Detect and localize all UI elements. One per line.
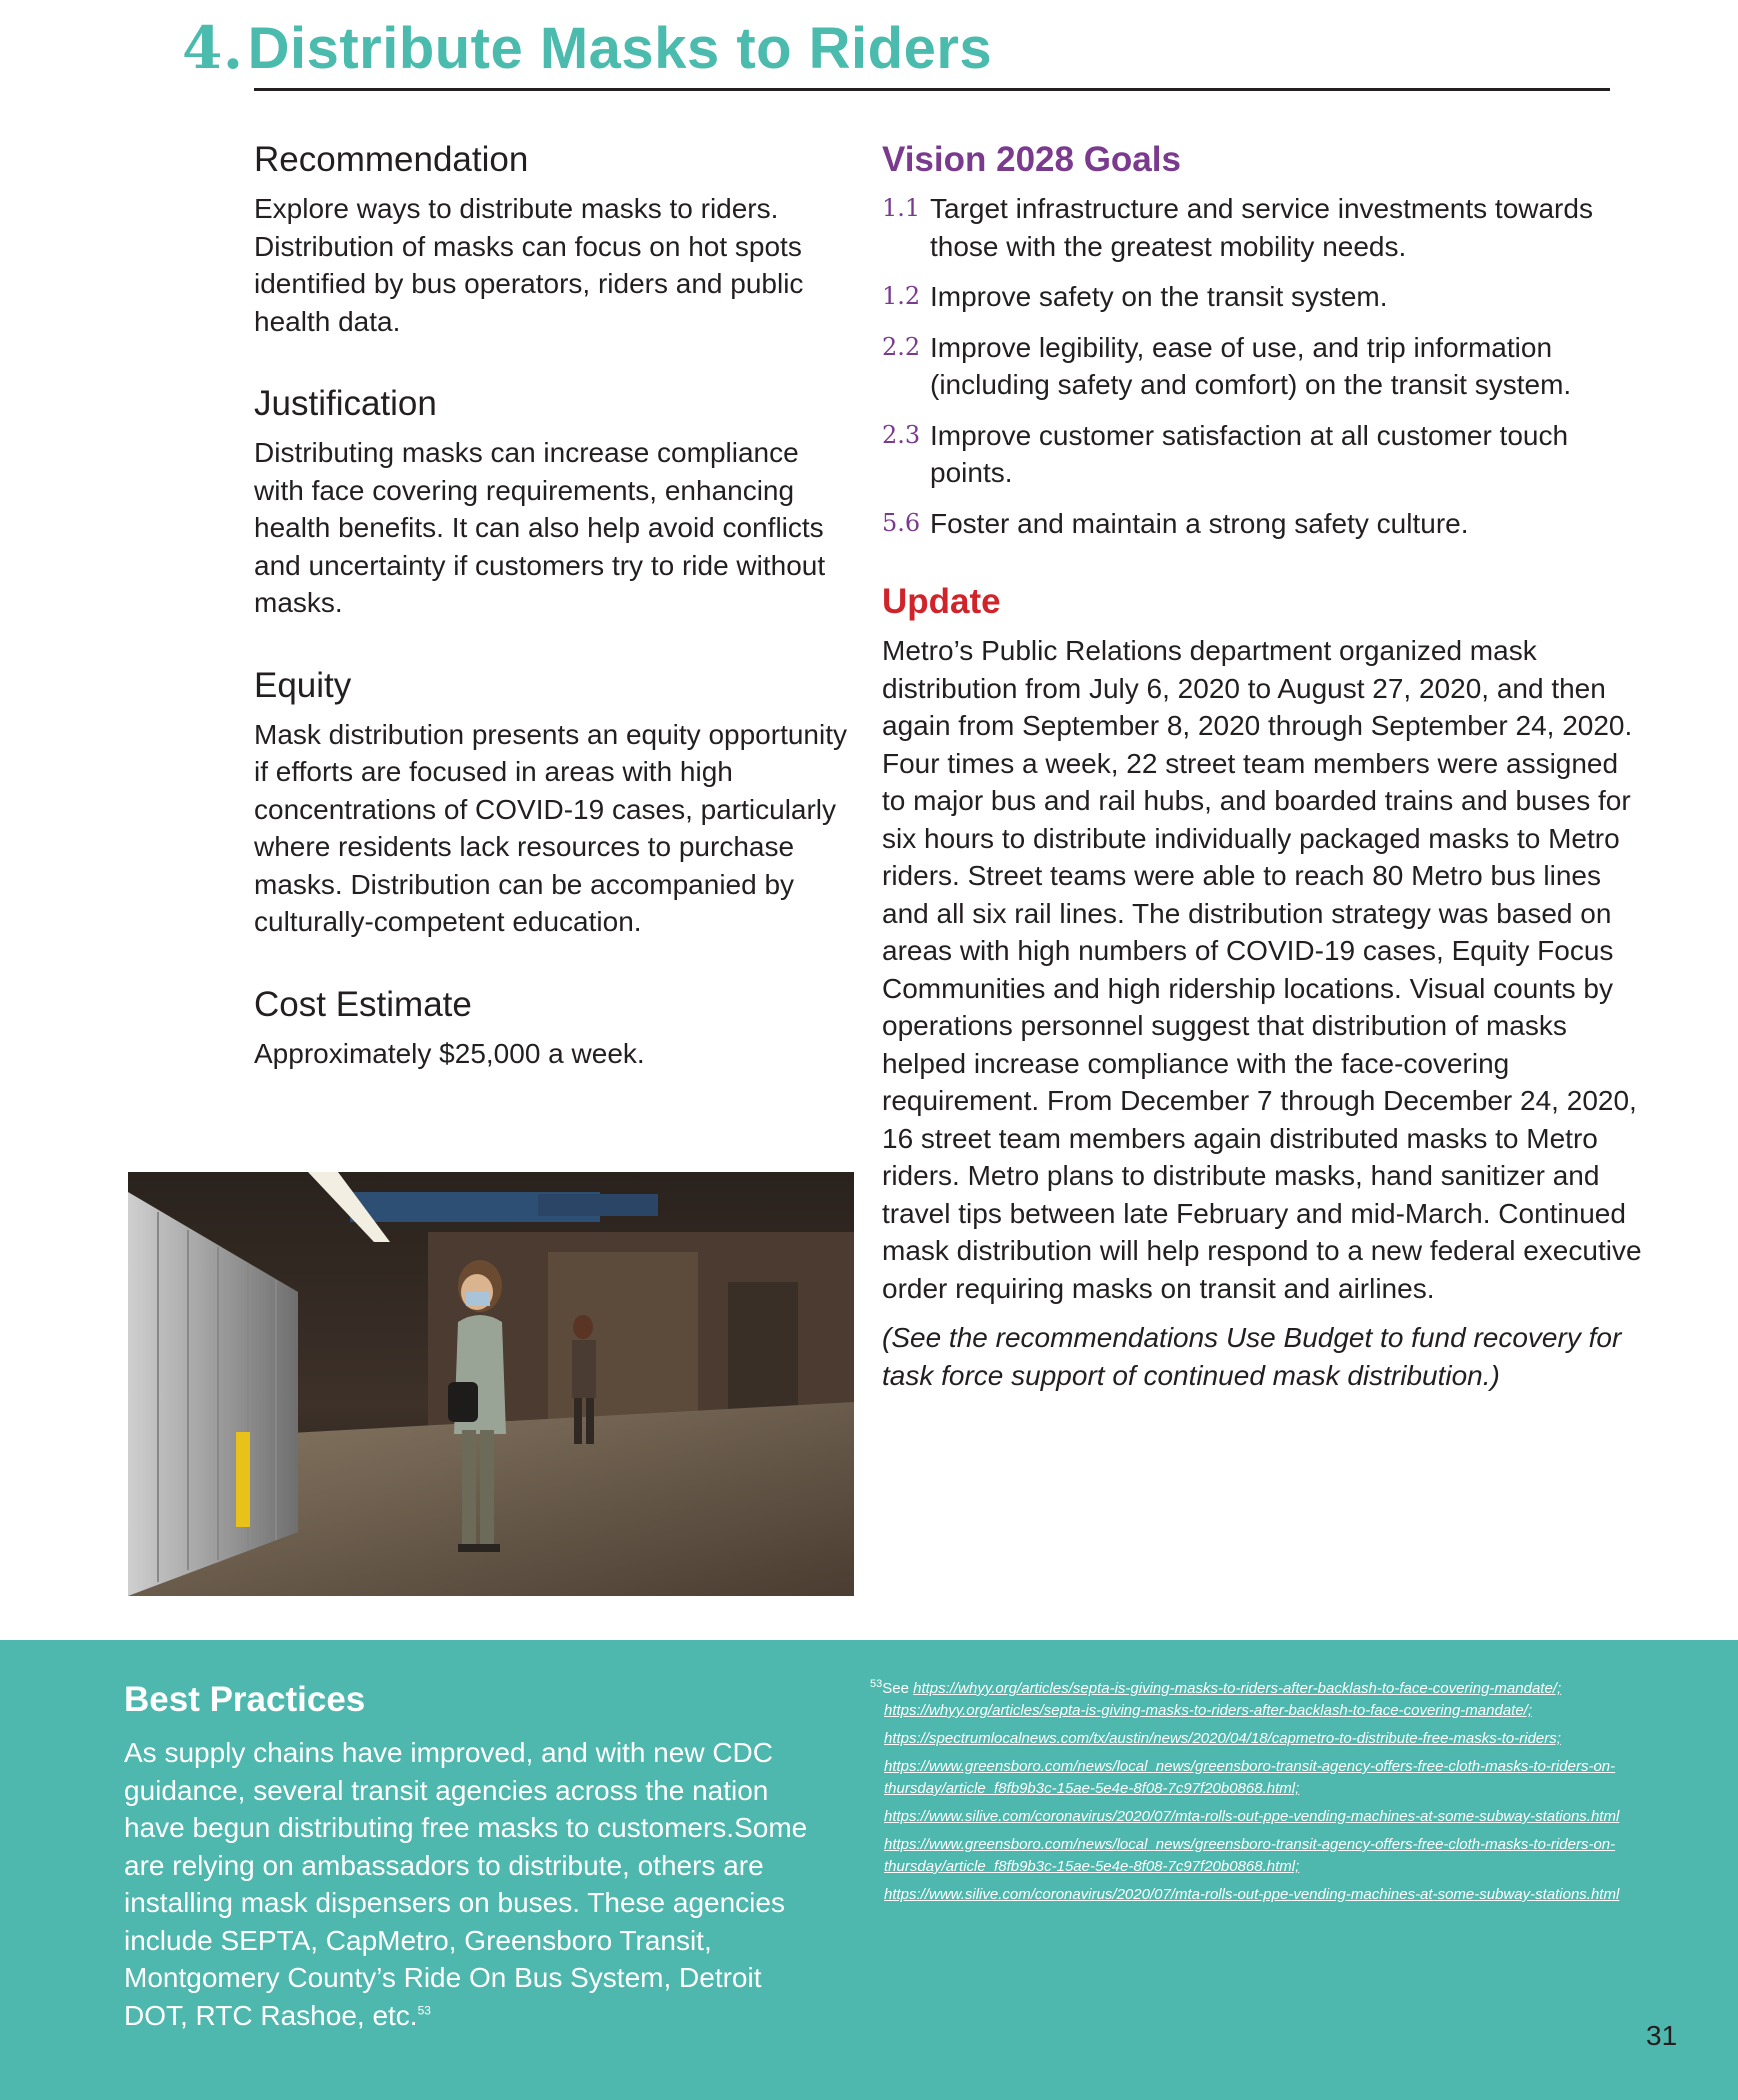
update-heading: Update xyxy=(882,582,1001,621)
justification-heading: Justification xyxy=(254,384,437,423)
footnote-first xyxy=(870,1678,1650,1700)
goal-text: Target infrastructure and service investments towards those with the greatest mobility needs. xyxy=(930,193,1593,262)
footnote-link[interactable]: https://www.silive.com/coronavirus/2020/07/mta-rolls-out-ppe-vending-machines-at-some-subway-stations.html xyxy=(884,1886,1620,1903)
page-number: 31 xyxy=(1646,2020,1678,2051)
vision-goals-list xyxy=(882,190,1642,542)
update-note: (See the recommendations Use Budget to fund recovery for task force support of continued mask distribution.) xyxy=(882,1322,1622,1391)
cost-heading: Cost Estimate xyxy=(254,984,472,1024)
section-title: Distribute Masks to Riders xyxy=(247,16,993,81)
equity-text: Mask distribution presents an equity opportunity if efforts are focused in areas with high concentrations of COVID-19 cases, particularly where residents lack resources to purchase masks. Distribution can be accompanied by culturally-competent education. xyxy=(254,718,847,937)
goal-text: Improve safety on the transit system. xyxy=(930,281,1388,312)
footnote-link[interactable]: https://www.greensboro.com/news/local_news/greensboro-transit-agency-offers-free-cloth-masks-to-riders-on-thursday/article_f8fb9b3c-15ae-5e4e-8f08-7c97f20b0868.html; xyxy=(884,1836,1616,1875)
best-practices-content xyxy=(124,1680,814,2034)
cost-text: Approximately $25,000 a week. xyxy=(254,1037,645,1069)
equity-heading: Equity xyxy=(254,665,352,705)
goal-item xyxy=(882,417,1642,492)
footnote-reference: 53 xyxy=(417,2003,431,2018)
goal-text: Improve legibility, ease of use, and trip information (including safety and comfort) on the transit system. xyxy=(930,331,1572,400)
footnote-link[interactable]: https://www.silive.com/coronavirus/2020/07/mta-rolls-out-ppe-vending-machines-at-some-subway-stations.html xyxy=(884,1808,1620,1825)
goal-number: 1.1 xyxy=(882,194,921,222)
update-text: Metro’s Public Relations department organized mask distribution from July 6, 2020 to August 27, 2020, and then again from September 8, 2020 through September 24, 2020. Four times a week, 22 street team members were assigned to major bus and rail hubs, and boarded trains and buses for six hours to distribute individually packaged masks to Metro riders. Street teams were able to reach 80 Metro bus lines and all six rail lines. The distribution strategy was based on areas with high numbers of COVID-19 cases, Equity Focus Communities and high ridership locations. Visual counts by operations personnel suggest that distribution of masks helped increase compliance with the face-covering requirement. From December 7 through December 24, 2020, 16 street team members again distributed masks to Metro riders. Metro plans to distribute masks, hand sanitizer and travel tips between late February and mid-March. Continued mask distribution will help respond to a new federal executive order requiring masks on transit and airlines. xyxy=(882,635,1642,1304)
goal-item xyxy=(882,505,1642,543)
goal-number: 5.6 xyxy=(882,508,921,537)
goal-text: Foster and maintain a strong safety culture. xyxy=(930,507,1469,539)
best-practices-heading: Best Practices xyxy=(124,1680,366,1719)
subway-platform-photo xyxy=(128,1172,854,1596)
goal-number: 1.2 xyxy=(882,282,921,310)
footnote-link[interactable]: https://whyy.org/articles/septa-is-giving-masks-to-riders-after-backlash-to-face-covering-mandate/; xyxy=(884,1702,1533,1719)
goal-number: 2.3 xyxy=(882,420,921,449)
goal-item xyxy=(882,329,1642,404)
photo-illustration xyxy=(128,1172,854,1596)
recommendation-text: Explore ways to distribute masks to riders. Distribution of masks can focus on hot spots identified by bus operators, riders and public health data. xyxy=(254,193,804,337)
cost-section xyxy=(254,985,854,1073)
page-title xyxy=(182,14,992,82)
best-practices-body: As supply chains have improved, and with new CDC guidance, several transit agencies across the nation have begun distributing free masks to customers.Some are relying on ambassadors to distribute, others are installing mask dispensers on buses. These agencies include SEPTA, CapMetro, Greensboro Transit, Montgomery County’s Ride On Bus System, Detroit DOT, RTC Rashoe, etc. xyxy=(124,1737,808,2031)
title-divider xyxy=(254,88,1610,91)
goal-text: Improve customer satisfaction at all customer touch points. xyxy=(930,419,1569,488)
footnote-link[interactable]: https://www.greensboro.com/news/local_news/greensboro-transit-agency-offers-free-cloth-masks-to-riders-on-thursday/article_f8fb9b3c-15ae-5e4e-8f08-7c97f20b0868.html; xyxy=(884,1758,1616,1797)
goal-item xyxy=(882,278,1642,316)
recommendation-heading: Recommendation xyxy=(254,140,529,179)
justification-text: Distributing masks can increase compliance with face covering requirements, enhancing health benefits. It can also help avoid conflicts and uncertainty if customers try to ride without masks. xyxy=(254,437,826,618)
justification-section xyxy=(254,384,854,622)
section-number: 4. xyxy=(182,14,244,82)
footnote-link[interactable]: https://whyy.org/articles/septa-is-giving-masks-to-riders-after-backlash-to-face-covering-mandate/; xyxy=(913,1680,1562,1697)
best-practices-panel xyxy=(0,1640,1738,2100)
vision-heading: Vision 2028 Goals xyxy=(882,140,1181,179)
footnote-see: See xyxy=(882,1680,909,1697)
best-practices-text xyxy=(124,1734,814,2034)
equity-section xyxy=(254,666,854,941)
recommendation-section xyxy=(254,140,854,340)
left-column xyxy=(254,140,854,1116)
footnotes xyxy=(870,1678,1650,1912)
footnote-link[interactable]: https://spectrumlocalnews.com/tx/austin/news/2020/04/18/capmetro-to-distribute-free-masks-to-riders; xyxy=(884,1730,1561,1747)
right-column xyxy=(882,140,1642,1394)
goal-number: 2.2 xyxy=(882,332,921,361)
goal-item xyxy=(882,190,1642,265)
footnote-mark: 53 xyxy=(870,1678,883,1690)
